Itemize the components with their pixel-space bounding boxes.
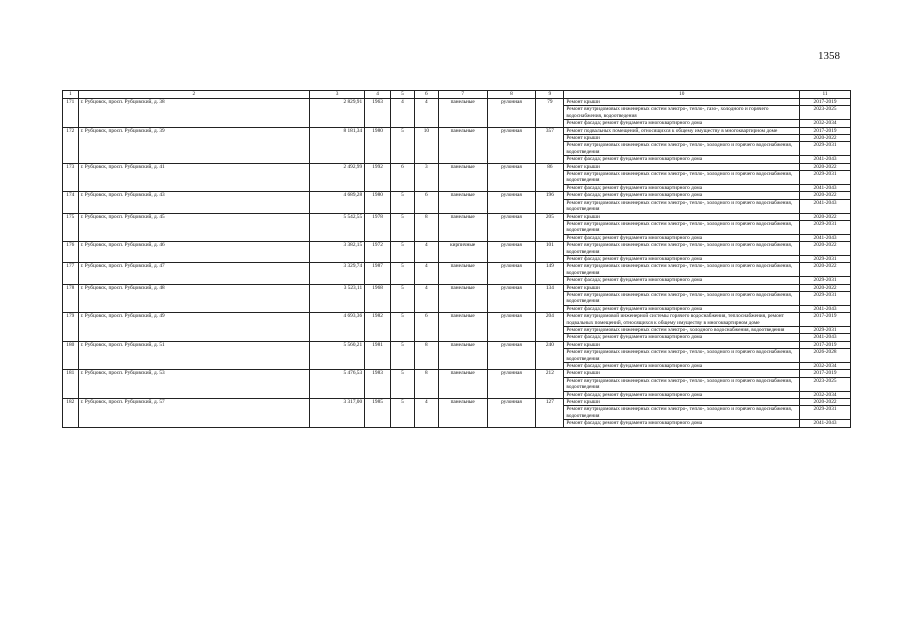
record-wall-material: панельные <box>438 284 487 313</box>
repair-work: Ремонт внутридомовых инженерных систем электро-, тепло-, холодного и горячего водоснабжения, водоотведения <box>564 406 800 420</box>
record-number: 176 <box>63 242 79 263</box>
record-floors: 5 <box>391 313 415 342</box>
record-address: г. Рубцовск, просп. Рубцовский, д. 49 <box>78 313 310 342</box>
column-number: 6 <box>414 91 438 99</box>
repair-period: 2029-2031 <box>800 220 851 234</box>
repair-period: 2029-2031 <box>800 291 851 305</box>
record-wall-material: кирпичные <box>438 242 487 263</box>
record-floors: 5 <box>391 341 415 370</box>
record-entrances: 6 <box>414 313 438 342</box>
column-number: 11 <box>800 91 851 99</box>
column-number: 2 <box>78 91 310 99</box>
table-row <box>63 284 851 291</box>
record-floors: 5 <box>391 284 415 313</box>
record-floors: 5 <box>391 242 415 263</box>
record-residents: 205 <box>536 213 564 242</box>
record-roof-type: рулонная <box>487 263 536 284</box>
column-number-row <box>63 91 851 99</box>
repair-work: Ремонт крыши <box>564 213 800 220</box>
repair-work: Ремонт крыши <box>564 370 800 377</box>
record-area: 3 382,15 <box>310 242 365 263</box>
record-area: 4 689,28 <box>310 192 365 213</box>
repair-work: Ремонт крыши <box>564 135 800 142</box>
record-entrances: 4 <box>414 399 438 428</box>
table-row <box>63 163 851 170</box>
record-number: 174 <box>63 192 79 213</box>
record-number: 178 <box>63 284 79 313</box>
repair-period: 2041-2043 <box>800 334 851 341</box>
record-roof-type: рулонная <box>487 213 536 242</box>
repair-period: 2029-2031 <box>800 171 851 185</box>
repair-work: Ремонт фасада; ремонт фундамента многоквартирного дома <box>564 234 800 241</box>
capital-repair-table <box>62 90 851 428</box>
record-area: 2 492,99 <box>310 163 365 192</box>
record-floors: 5 <box>391 263 415 284</box>
repair-period: 2017-2019 <box>800 341 851 348</box>
table-row <box>63 399 851 406</box>
record-year: 1981 <box>365 341 391 370</box>
record-residents: 79 <box>536 99 564 128</box>
repair-period: 2032-2034 <box>800 120 851 127</box>
record-wall-material: панельные <box>438 127 487 163</box>
record-year: 1983 <box>365 370 391 399</box>
record-residents: 204 <box>536 313 564 342</box>
record-year: 1987 <box>365 263 391 284</box>
record-year: 1992 <box>365 163 391 192</box>
repair-work: Ремонт фасада; ремонт фундамента многоквартирного дома <box>564 184 800 191</box>
record-area: 3 317,00 <box>310 399 365 428</box>
record-residents: 196 <box>536 192 564 213</box>
record-number: 175 <box>63 213 79 242</box>
repair-work: Ремонт внутридомовых инженерных систем электро-, тепло-, газо-, холодного и горячего водоснабжения, водоотведения <box>564 106 800 120</box>
table-row <box>63 370 851 377</box>
record-floors: 5 <box>391 127 415 163</box>
page-number: 1358 <box>818 50 840 62</box>
table-row <box>63 213 851 220</box>
record-residents: 134 <box>536 284 564 313</box>
record-year: 1980 <box>365 192 391 213</box>
column-number: 9 <box>536 91 564 99</box>
record-entrances: 4 <box>414 242 438 263</box>
repair-period: 2023-2025 <box>800 377 851 391</box>
record-number: 171 <box>63 99 79 128</box>
repair-period: 2029-2031 <box>800 327 851 334</box>
repair-period: 2020-2022 <box>800 213 851 220</box>
repair-period: 2041-2043 <box>800 234 851 241</box>
table-row <box>63 313 851 327</box>
record-entrances: 4 <box>414 263 438 284</box>
record-entrances: 4 <box>414 284 438 313</box>
record-roof-type: рулонная <box>487 242 536 263</box>
record-entrances: 6 <box>414 192 438 213</box>
record-address: г. Рубцовск, просп. Рубцовский, д. 51 <box>78 341 310 370</box>
column-number: 3 <box>310 91 365 99</box>
record-floors: 5 <box>391 370 415 399</box>
record-year: 1968 <box>365 284 391 313</box>
repair-work: Ремонт крыши <box>564 99 800 106</box>
record-address: г. Рубцовск, просп. Рубцовский, д. 47 <box>78 263 310 284</box>
repair-period: 2029-2031 <box>800 142 851 156</box>
repair-period: 2029-2031 <box>800 406 851 420</box>
record-number: 180 <box>63 341 79 370</box>
repair-work: Ремонт крыши <box>564 284 800 291</box>
record-wall-material: панельные <box>438 399 487 428</box>
record-area: 3 329,74 <box>310 263 365 284</box>
repair-work: Ремонт внутридомовых инженерных систем электро-, тепло-, холодного и горячего водоснабжения, водоотведения <box>564 349 800 363</box>
repair-work: Ремонт внутридомовых инженерных систем электро-, тепло-, холодного и горячего водоснабжения, водоотведения <box>564 377 800 391</box>
repair-period: 2020-2022 <box>800 135 851 142</box>
repair-work: Ремонт фасада; ремонт фундамента многоквартирного дома <box>564 363 800 370</box>
record-entrances: 10 <box>414 127 438 163</box>
repair-work: Ремонт внутридомовых инженерных систем электро-, холодного водоснабжения, водоотведения <box>564 327 800 334</box>
repair-period: 2020-2022 <box>800 284 851 291</box>
record-address: г. Рубцовск, просп. Рубцовский, д. 43 <box>78 192 310 213</box>
repair-period: 2041-2043 <box>800 199 851 213</box>
repair-work: Ремонт фасада; ремонт фундамента многоквартирного дома <box>564 305 800 312</box>
record-wall-material: панельные <box>438 213 487 242</box>
repair-period: 2041-2043 <box>800 305 851 312</box>
record-area: 5 476,53 <box>310 370 365 399</box>
record-entrances: 8 <box>414 341 438 370</box>
table-row <box>63 242 851 256</box>
record-number: 172 <box>63 127 79 163</box>
record-roof-type: рулонная <box>487 313 536 342</box>
repair-period: 2020-2022 <box>800 263 851 277</box>
record-floors: 4 <box>391 99 415 128</box>
repair-work: Ремонт фасада; ремонт фундамента многоквартирного дома <box>564 277 800 284</box>
repair-work: Ремонт фасада; ремонт фундамента многоквартирного дома <box>564 420 800 427</box>
record-year: 1982 <box>365 313 391 342</box>
record-number: 182 <box>63 399 79 428</box>
repair-period: 2017-2019 <box>800 99 851 106</box>
repair-work: Ремонт внутридомовых инженерных систем электро-, тепло-, холодного и горячего водоснабжения, водоотведения <box>564 242 800 256</box>
record-floors: 5 <box>391 192 415 213</box>
column-number: 4 <box>365 91 391 99</box>
repair-period: 2020-2022 <box>800 242 851 256</box>
repair-period: 2020-2022 <box>800 163 851 170</box>
record-wall-material: панельные <box>438 163 487 192</box>
repair-period: 2020-2022 <box>800 192 851 199</box>
record-address: г. Рубцовск, просп. Рубцовский, д. 46 <box>78 242 310 263</box>
repair-period: 2032-2034 <box>800 363 851 370</box>
record-entrances: 8 <box>414 213 438 242</box>
repair-work: Ремонт фасада; ремонт фундамента многоквартирного дома <box>564 255 800 262</box>
record-roof-type: рулонная <box>487 399 536 428</box>
record-area: 4 693,36 <box>310 313 365 342</box>
repair-work: Ремонт крыши <box>564 399 800 406</box>
record-residents: 149 <box>536 263 564 284</box>
record-roof-type: рулонная <box>487 127 536 163</box>
record-residents: 240 <box>536 341 564 370</box>
record-roof-type: рулонная <box>487 192 536 213</box>
record-area: 2 829,91 <box>310 99 365 128</box>
repair-work: Ремонт фасада; ремонт фундамента многоквартирного дома <box>564 391 800 398</box>
column-number: 7 <box>438 91 487 99</box>
record-roof-type: рулонная <box>487 341 536 370</box>
record-roof-type: рулонная <box>487 163 536 192</box>
repair-work: Ремонт крыши <box>564 341 800 348</box>
repair-work: Ремонт фасада; ремонт фундамента многоквартирного дома <box>564 156 800 163</box>
record-address: г. Рубцовск, просп. Рубцовский, д. 57 <box>78 399 310 428</box>
record-address: г. Рубцовск, просп. Рубцовский, д. 39 <box>78 127 310 163</box>
column-number: 8 <box>487 91 536 99</box>
record-residents: 212 <box>536 370 564 399</box>
repair-period: 2017-2019 <box>800 370 851 377</box>
record-year: 1972 <box>365 242 391 263</box>
record-number: 179 <box>63 313 79 342</box>
record-residents: 127 <box>536 399 564 428</box>
record-wall-material: панельные <box>438 99 487 128</box>
record-number: 173 <box>63 163 79 192</box>
record-floors: 5 <box>391 213 415 242</box>
record-year: 1978 <box>365 213 391 242</box>
record-area: 5 560,21 <box>310 341 365 370</box>
record-residents: 101 <box>536 242 564 263</box>
column-number: 1 <box>63 91 79 99</box>
record-roof-type: рулонная <box>487 284 536 313</box>
repair-work: Ремонт внутридомовых инженерных систем электро-, тепло-, холодного и горячего водоснабжения, водоотведения <box>564 220 800 234</box>
repair-period: 2041-2043 <box>800 184 851 191</box>
repair-period: 2017-2019 <box>800 127 851 134</box>
record-wall-material: панельные <box>438 263 487 284</box>
repair-work: Ремонт подвальных помещений, относящихся к общему имуществу в многоквартирном доме <box>564 127 800 134</box>
record-address: г. Рубцовск, просп. Рубцовский, д. 53 <box>78 370 310 399</box>
repair-work: Ремонт внутридомовых инженерных систем электро-, тепло-, холодного и горячего водоснабжения, водоотведения <box>564 291 800 305</box>
record-year: 1963 <box>365 99 391 128</box>
repair-work: Ремонт внутридомовых инженерных систем электро-, тепло-, холодного и горячего водоснабжения, водоотведения <box>564 263 800 277</box>
record-address: г. Рубцовск, просп. Рубцовский, д. 38 <box>78 99 310 128</box>
record-roof-type: рулонная <box>487 99 536 128</box>
record-area: 5 542,55 <box>310 213 365 242</box>
column-number: 10 <box>564 91 800 99</box>
repair-work: Ремонт фасада; ремонт фундамента многоквартирного дома <box>564 120 800 127</box>
repair-period: 2041-2043 <box>800 420 851 427</box>
repair-period: 2041-2043 <box>800 156 851 163</box>
record-wall-material: панельные <box>438 341 487 370</box>
repair-work: Ремонт внутридомовых инженерных систем электро-, тепло-, холодного и горячего водоснабжения, водоотведения <box>564 171 800 185</box>
record-area: 8 181,34 <box>310 127 365 163</box>
record-wall-material: панельные <box>438 192 487 213</box>
repair-period: 2026-2028 <box>800 349 851 363</box>
record-floors: 5 <box>391 399 415 428</box>
record-residents: 357 <box>536 127 564 163</box>
record-year: 1980 <box>365 127 391 163</box>
repair-work: Ремонт крыши <box>564 163 800 170</box>
repair-period: 2023-2025 <box>800 106 851 120</box>
repair-work: Ремонт внутридомовых инженерных систем электро-, тепло-, холодного и горячего водоснабжения, водоотведения <box>564 142 800 156</box>
repair-work: Ремонт внутридомовых инженерных систем электро-, тепло-, холодного и горячего водоснабжения, водоотведения <box>564 199 800 213</box>
table-row <box>63 127 851 134</box>
record-roof-type: рулонная <box>487 370 536 399</box>
record-entrances: 3 <box>414 163 438 192</box>
record-wall-material: панельные <box>438 313 487 342</box>
record-wall-material: панельные <box>438 370 487 399</box>
table-row <box>63 99 851 106</box>
repair-period: 2029-2031 <box>800 277 851 284</box>
record-entrances: 4 <box>414 99 438 128</box>
column-number: 5 <box>391 91 415 99</box>
repair-work: Ремонт фасада; ремонт фундамента многоквартирного дома <box>564 334 800 341</box>
record-number: 181 <box>63 370 79 399</box>
repair-period: 2032-2034 <box>800 391 851 398</box>
record-address: г. Рубцовск, просп. Рубцовский, д. 45 <box>78 213 310 242</box>
table-row <box>63 263 851 277</box>
record-number: 177 <box>63 263 79 284</box>
record-address: г. Рубцовск, просп. Рубцовский, д. 41 <box>78 163 310 192</box>
record-area: 3 523,11 <box>310 284 365 313</box>
repair-period: 2029-2031 <box>800 255 851 262</box>
record-floors: 6 <box>391 163 415 192</box>
repair-work: Ремонт внутридомовой инженерной системы горячего водоснабжения, теплоснабжения, ремонт подвальных помещений, относящихся к общему имуществу в многоквартирном доме <box>564 313 800 327</box>
repair-work: Ремонт фасада; ремонт фундамента многоквартирного дома <box>564 192 800 199</box>
record-residents: 86 <box>536 163 564 192</box>
table-row <box>63 192 851 199</box>
record-year: 1985 <box>365 399 391 428</box>
record-entrances: 8 <box>414 370 438 399</box>
record-address: г. Рубцовск, просп. Рубцовский, д. 48 <box>78 284 310 313</box>
repair-period: 2020-2022 <box>800 399 851 406</box>
table-row <box>63 341 851 348</box>
repair-period: 2017-2019 <box>800 313 851 327</box>
